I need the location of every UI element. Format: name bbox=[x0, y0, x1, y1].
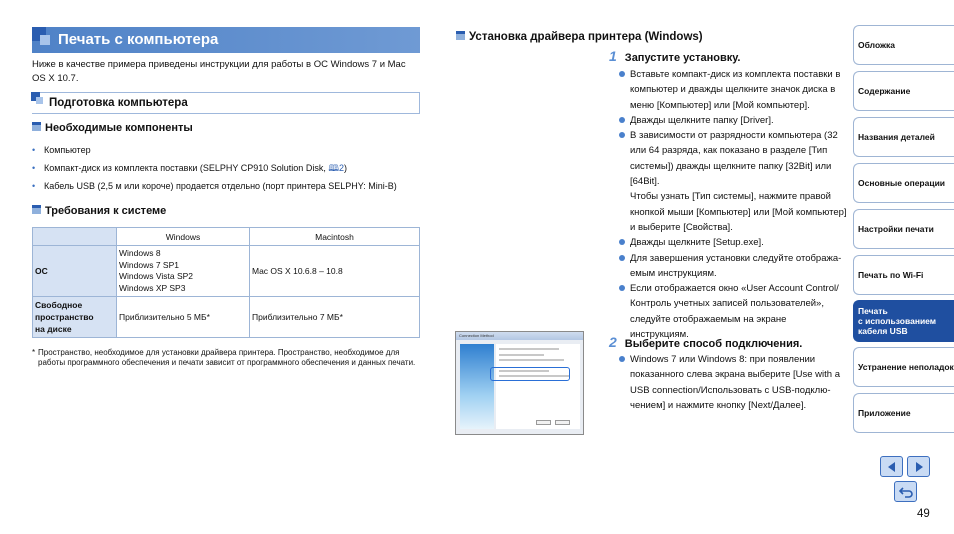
intro-text: Ниже в качестве примера приведены инструкции для работы в ОС Windows 7 и Mac OS X 10.7. bbox=[32, 59, 406, 84]
dialog-text-line bbox=[499, 354, 544, 356]
row-space-line: пространство bbox=[35, 312, 94, 322]
components-heading bbox=[32, 122, 193, 134]
requirements-heading-text: Требования к системе bbox=[45, 205, 167, 217]
step-1-list bbox=[619, 67, 847, 342]
book-ref-page: 2 bbox=[338, 163, 344, 173]
requirements-heading bbox=[32, 205, 166, 217]
nav-contents[interactable] bbox=[853, 71, 954, 111]
connection-dialog-screenshot bbox=[455, 331, 584, 435]
list-item: Для завершения установки следуйте отобража-емым инструкциям. bbox=[619, 251, 847, 282]
dialog-titlebar: Connection Method bbox=[456, 332, 583, 340]
nav-basic-operations[interactable] bbox=[853, 163, 954, 203]
usb-option-highlight bbox=[490, 367, 570, 381]
install-heading-text: Установка драйвера принтера (Windows) bbox=[469, 31, 703, 43]
step-number: 1 bbox=[609, 48, 617, 64]
page-number: 49 bbox=[917, 508, 930, 520]
list-item: Вставьте компакт-диск из комплекта поставки в компьютер и дважды щелкните значок диска в меню [Компьютер] или [Мой компьютер]. bbox=[619, 67, 847, 113]
nav-cover[interactable] bbox=[853, 25, 954, 65]
mac-space-cell: Приблизительно 7 МБ* bbox=[250, 297, 420, 338]
page-title: Печать с компьютера bbox=[58, 31, 219, 48]
return-icon bbox=[899, 486, 913, 498]
nav-wifi-printing[interactable] bbox=[853, 255, 954, 295]
win-os-item: Windows 7 SP1 bbox=[119, 259, 179, 270]
step-title-text: Запустите установку. bbox=[624, 52, 741, 64]
requirements-table bbox=[32, 227, 420, 338]
return-button[interactable] bbox=[894, 481, 917, 502]
heading-marker-icon bbox=[32, 122, 41, 131]
section-heading-box bbox=[32, 92, 420, 114]
nav-label: Устранение неполадок bbox=[858, 362, 954, 372]
chevron-right-icon bbox=[913, 461, 925, 473]
nav-print-settings[interactable] bbox=[853, 209, 954, 249]
table-row bbox=[33, 246, 420, 297]
list-item: В зависимости от разрядности компьютера (32 или 64 разряда, как показано в разделе [Тип системы]) дважды щелкните папку [32Bit] или [64Bit]. bbox=[619, 128, 847, 189]
nav-part-names[interactable] bbox=[853, 117, 954, 157]
list-item bbox=[32, 179, 397, 197]
win-os-cell bbox=[117, 246, 250, 297]
component-text: Компьютер bbox=[44, 145, 91, 155]
page-title-bar bbox=[32, 27, 420, 53]
nav-label: Обложка bbox=[858, 40, 896, 50]
win-os-item: Windows 8 bbox=[119, 248, 161, 258]
nav-label: с использованием bbox=[858, 316, 937, 326]
next-page-button[interactable] bbox=[907, 456, 930, 477]
table-row bbox=[33, 297, 420, 338]
nav-label: Настройки печати bbox=[858, 224, 934, 234]
components-list bbox=[32, 143, 397, 197]
book-ref-link[interactable]: 🕮2 bbox=[328, 163, 344, 173]
nav-label: Названия деталей bbox=[858, 132, 935, 142]
title-marker-icon-inner bbox=[40, 35, 50, 45]
mac-os-cell: Mac OS X 10.6.8 – 10.8 bbox=[250, 246, 420, 297]
section-marker-icon-inner bbox=[36, 97, 43, 104]
row-space-line: Свободное bbox=[35, 300, 83, 310]
list-note: Чтобы узнать [Тип системы], нажмите правой кнопкой мыши [Компьютер] или [Мой компьютер] и выберите [Свойства]. bbox=[630, 191, 847, 233]
win-os-item: Windows Vista SP2 bbox=[119, 271, 194, 281]
nav-label: Печать по Wi-Fi bbox=[858, 270, 924, 280]
component-text: Компакт-диск из комплекта поставки (SELPHY CP910 Solution Disk, bbox=[44, 163, 329, 173]
prev-page-button[interactable] bbox=[880, 456, 903, 477]
component-text-close: ) bbox=[343, 163, 347, 173]
install-heading bbox=[456, 31, 703, 43]
nav-label: Содержание bbox=[858, 86, 911, 96]
component-text: Кабель USB (2,5 м или короче) продается отдельно (порт принтера SELPHY: Mini-B) bbox=[44, 181, 397, 191]
step-1-title bbox=[609, 48, 740, 64]
step-2-list bbox=[619, 352, 847, 413]
dialog-pane bbox=[496, 344, 580, 429]
win-space-cell: Приблизительно 5 МБ* bbox=[117, 297, 250, 338]
nav-label: кабеля USB bbox=[858, 326, 908, 336]
nav-label: Печать bbox=[858, 306, 888, 316]
list-item: Дважды щелкните [Setup.exe]. bbox=[619, 235, 847, 250]
footnote bbox=[32, 348, 420, 368]
step-2-title bbox=[609, 334, 802, 350]
list-item: Если отображается окно «User Account Control/ Контроль учетных записей пользователей», следуйте отображаемым на экране инструкциям. bbox=[619, 281, 847, 342]
nav-label: Приложение bbox=[858, 408, 911, 418]
nav-troubleshooting[interactable] bbox=[853, 347, 954, 387]
footnote-text: Пространство, необходимое для установки драйвера принтера. Пространство, необходимое для работы программного обеспечения и печати зависит от программного обеспечения и данных печати. bbox=[38, 348, 416, 367]
step-title-text: Выберите способ подключения. bbox=[624, 338, 803, 350]
dialog-side-graphic bbox=[460, 344, 494, 429]
components-heading-text: Необходимые компоненты bbox=[45, 122, 193, 134]
dialog-cancel-button bbox=[555, 420, 570, 425]
col-windows: Windows bbox=[117, 228, 250, 246]
dialog-next-button bbox=[536, 420, 551, 425]
nav-appendix[interactable] bbox=[853, 393, 954, 433]
row-os-label: ОС bbox=[33, 246, 117, 297]
footnote-star: * bbox=[32, 348, 36, 357]
list-item bbox=[32, 143, 397, 161]
heading-marker-icon bbox=[456, 31, 465, 40]
table-corner-cell bbox=[33, 228, 117, 246]
table-header-row bbox=[33, 228, 420, 246]
row-space-label bbox=[33, 297, 117, 338]
col-mac: Macintosh bbox=[250, 228, 420, 246]
chevron-left-icon bbox=[886, 461, 898, 473]
step-number: 2 bbox=[609, 334, 617, 350]
dialog-text-line bbox=[499, 359, 564, 361]
dialog-text-line bbox=[499, 348, 559, 350]
win-os-item: Windows XP SP3 bbox=[119, 282, 186, 293]
nav-usb-printing[interactable] bbox=[853, 300, 954, 342]
list-item bbox=[32, 161, 397, 179]
list-item: Дважды щелкните папку [Driver]. bbox=[619, 113, 847, 128]
list-item: Windows 7 или Windows 8: при появлении показанного слева экрана выберите [Use with a USB connection/Использовать с USB-подклю-чением] и нажмите кнопку [Next/Далее]. bbox=[619, 352, 847, 413]
nav-label: Основные операции bbox=[858, 178, 946, 188]
heading-marker-icon bbox=[32, 205, 41, 214]
section-heading: Подготовка компьютера bbox=[49, 97, 188, 109]
row-space-line: на диске bbox=[35, 324, 72, 334]
